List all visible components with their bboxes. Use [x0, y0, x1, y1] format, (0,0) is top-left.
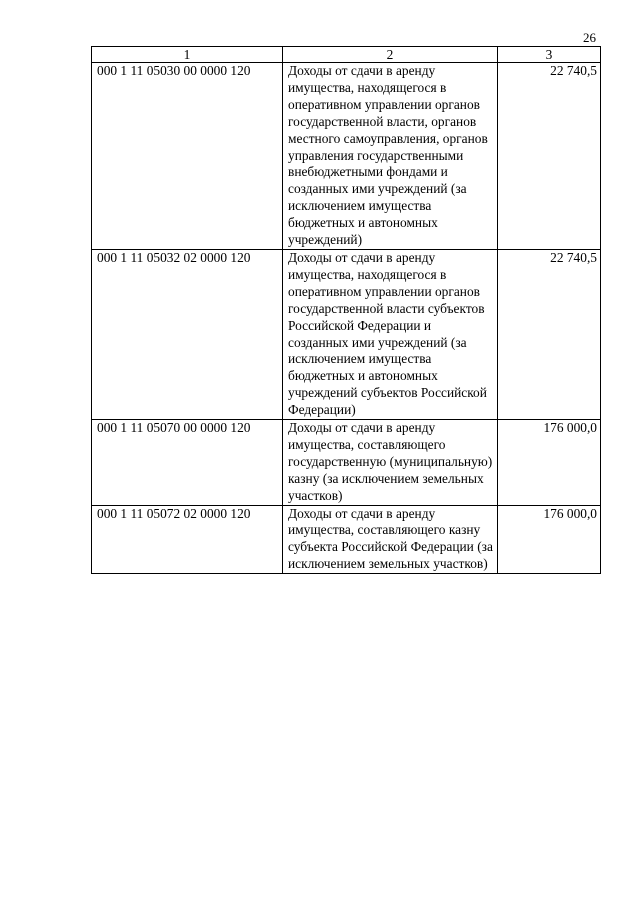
budget-code-cell: 000 1 11 05032 02 0000 120: [92, 249, 283, 419]
description-cell: Доходы от сдачи в аренду имущества, находящегося в оперативном управлении органов государственной власти субъектов Российской Федерации и созданных ими учреждений (за исключением имущества бюджетных и автономных учреждений субъектов Российской Федерации): [283, 249, 498, 419]
table-row: [92, 420, 601, 506]
amount-cell: 176 000,0: [498, 420, 601, 506]
column-header-description: 2: [283, 47, 498, 63]
revenue-table: [91, 46, 601, 574]
column-header-amount: 3: [498, 47, 601, 63]
amount-cell: 22 740,5: [498, 249, 601, 419]
budget-code-cell: 000 1 11 05072 02 0000 120: [92, 505, 283, 574]
description-cell: Доходы от сдачи в аренду имущества, составляющего казну субъекта Российской Федерации (за исключением земельных участков): [283, 505, 498, 574]
amount-cell: 176 000,0: [498, 505, 601, 574]
amount-cell: 22 740,5: [498, 63, 601, 250]
table-row: [92, 249, 601, 419]
budget-code-cell: 000 1 11 05030 00 0000 120: [92, 63, 283, 250]
description-cell: Доходы от сдачи в аренду имущества, составляющего государственную (муниципальную) казну (за исключением земельных участков): [283, 420, 498, 506]
page-number: 26: [583, 30, 596, 45]
table-header-row: [92, 47, 601, 63]
table-row: [92, 63, 601, 250]
budget-code-cell: 000 1 11 05070 00 0000 120: [92, 420, 283, 506]
table-row: [92, 505, 601, 574]
column-header-code: 1: [92, 47, 283, 63]
description-cell: Доходы от сдачи в аренду имущества, находящегося в оперативном управлении органов государственной власти, органов местного самоуправления, органов управления государственными внебюджетными фондами и созданных ими учреждений (за исключением имущества бюджетных и автономных учреждений): [283, 63, 498, 250]
